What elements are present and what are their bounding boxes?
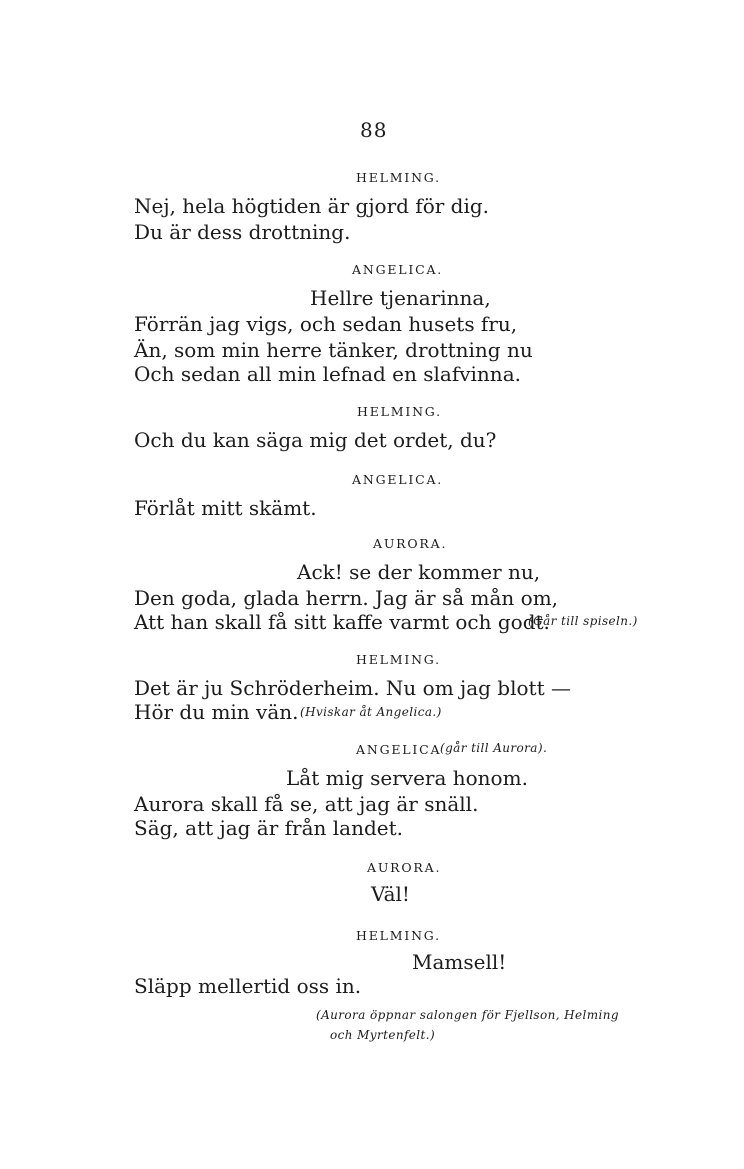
verse-line: Aurora skall få se, att jag är snäll. xyxy=(134,792,479,816)
verse-line: Än, som min herre tänker, drottning nu xyxy=(134,338,533,362)
speaker-aurora: AURORA. xyxy=(367,860,442,875)
verse-line: Hellre tjenarinna, xyxy=(310,286,491,310)
verse-line: Och du kan säga mig det ordet, du? xyxy=(134,428,497,452)
speaker-helming: HELMING. xyxy=(356,170,441,185)
verse-line: Väl! xyxy=(371,882,410,906)
speaker-aurora: AURORA. xyxy=(373,536,448,551)
verse-line: Förrän jag vigs, och sedan husets fru, xyxy=(134,312,518,336)
speaker-angelica: ANGELICA. xyxy=(352,472,444,487)
stage-direction: och Myrtenfelt.) xyxy=(330,1028,436,1042)
verse-line: Låt mig servera honom. xyxy=(286,766,528,790)
stage-direction: (Aurora öppnar salongen för Fjellson, Helming xyxy=(316,1008,620,1022)
verse-line: Och sedan all min lefnad en slafvinna. xyxy=(134,362,521,386)
verse-line: Mamsell! xyxy=(412,950,507,974)
verse-line: Du är dess drottning. xyxy=(134,220,351,244)
page-number: 88 xyxy=(360,118,388,142)
speaker-helming: HELMING. xyxy=(356,928,441,943)
speaker-angelica: ANGELICA xyxy=(356,742,442,757)
speaker-helming: HELMING. xyxy=(357,404,442,419)
verse-line: Säg, att jag är från landet. xyxy=(134,816,403,840)
speaker-angelica: ANGELICA. xyxy=(352,262,444,277)
verse-line: Släpp mellertid oss in. xyxy=(134,974,362,998)
stage-direction: (Hviskar åt Angelica.) xyxy=(300,705,442,719)
stage-direction: (går till Aurora). xyxy=(440,741,548,755)
verse-line: Att han skall få sitt kaffe varmt och godt. xyxy=(134,610,550,634)
stage-direction: (Går till spiseln.) xyxy=(528,614,638,628)
verse-line: Ack! se der kommer nu, xyxy=(297,560,541,584)
speaker-helming: HELMING. xyxy=(356,652,441,667)
verse-line: Det är ju Schröderheim. Nu om jag blott — xyxy=(134,676,571,700)
verse-line: Nej, hela högtiden är gjord för dig. xyxy=(134,194,490,218)
verse-line: Hör du min vän. xyxy=(134,700,299,724)
verse-line: Den goda, glada herrn. Jag är så mån om, xyxy=(134,586,559,610)
verse-line: Förlåt mitt skämt. xyxy=(134,496,317,520)
